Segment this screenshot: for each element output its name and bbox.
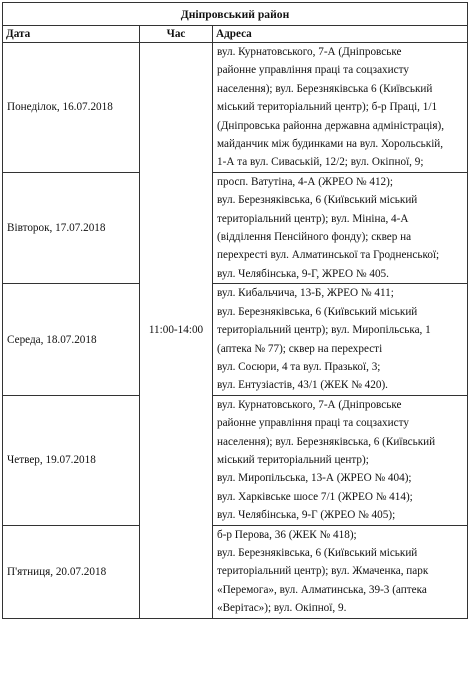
- district-title: Дніпровський район: [3, 3, 468, 26]
- address-line: (відділення Пенсійного фонду); сквер на: [217, 231, 412, 244]
- time-cell: 11:00-14:00: [140, 43, 213, 619]
- address-line: майданчик між будинками на вул. Хорольській,: [217, 138, 444, 151]
- address-line: перехресті вул. Алматинської та Гродненської;: [217, 249, 440, 262]
- table-row: [3, 172, 468, 283]
- row-address: [213, 525, 468, 618]
- row-address: [213, 172, 468, 283]
- address-line: вул. Челябінська, 9-Г (ЖРЕО № 405);: [217, 509, 396, 522]
- row-date: П'ятниця, 20.07.2018: [3, 525, 140, 618]
- table-title-row: [3, 3, 468, 26]
- address-line: районне управління праці та соцзахисту: [217, 417, 409, 430]
- address-line: вул. Харківське шосе 7/1 (ЖРЕО № 414);: [217, 490, 413, 503]
- address-line: вул. Курнатовського, 7-А (Дніпровське: [217, 46, 402, 58]
- row-date: Середа, 18.07.2018: [3, 284, 140, 395]
- address-line: міський територіальний центр); б-р Праці, 1/1: [217, 101, 438, 114]
- address-line: б-р Перова, 36 (ЖЕК № 418);: [217, 528, 357, 541]
- address-line: вул. Кибальчича, 13-Б, ЖРЕО № 411;: [217, 287, 394, 300]
- address-line: районне управління праці та соцзахисту: [217, 64, 409, 77]
- address-line: територіальний центр); вул. Жмаченка, парк: [217, 565, 429, 578]
- address-line: вул. Курнатовського, 7-А (Дніпровське: [217, 398, 402, 411]
- table-row: [3, 284, 468, 395]
- address-line: просп. Ватутіна, 4-А (ЖРЕО № 412);: [217, 175, 393, 188]
- schedule-table: [2, 2, 468, 619]
- address-line: територіальний центр); вул. Миропільська, 1: [217, 324, 431, 337]
- column-header-time: Час: [140, 26, 213, 43]
- address-line: (аптека № 77); сквер на перехресті: [217, 342, 383, 355]
- address-line: вул. Сосюри, 4 та вул. Празької, 3;: [217, 360, 381, 373]
- table-row: [3, 395, 468, 525]
- address-line: 1-А та вул. Сиваській, 12/2; вул. Окіпної, 9;: [217, 156, 424, 169]
- address-line: населення); вул. Березняківська 6 (Київський: [217, 82, 433, 95]
- address-line: населення); вул. Березняківська, 6 (Київський: [217, 435, 436, 448]
- address-line: (Дніпровська районна державна адміністрація),: [217, 119, 445, 132]
- address-line: «Перемога», вул. Алматинська, 39-3 (аптека: [217, 583, 427, 596]
- row-date: Четвер, 19.07.2018: [3, 395, 140, 525]
- address-line: вул. Березняківська, 6 (Київський міський: [217, 546, 418, 559]
- address-line: територіальний центр); вул. Мініна, 4-А: [217, 212, 409, 225]
- schedule-document: [2, 2, 467, 619]
- address-line: вул. Челябінська, 9-Г, ЖРЕО № 405.: [217, 267, 389, 280]
- address-line: вул. Ентузіастів, 43/1 (ЖЕК № 420).: [217, 379, 388, 392]
- row-address: [213, 43, 468, 173]
- row-address: [213, 395, 468, 525]
- address-line: вул. Березняківська, 6 (Київський міський: [217, 305, 418, 318]
- address-line: «Верітас»); вул. Окіпної, 9.: [217, 602, 347, 615]
- table-row: [3, 43, 468, 173]
- address-line: вул. Березняківська, 6 (Київський міський: [217, 194, 418, 207]
- column-header-date: Дата: [3, 26, 140, 43]
- column-header-address: Адреса: [213, 26, 468, 43]
- address-line: міський територіальний центр);: [217, 453, 369, 466]
- row-date: Вівторок, 17.07.2018: [3, 172, 140, 283]
- address-line: вул. Миропільська, 13-А (ЖРЕО № 404);: [217, 472, 412, 485]
- table-row: [3, 525, 468, 618]
- row-date: Понеділок, 16.07.2018: [3, 43, 140, 173]
- table-header-row: [3, 26, 468, 43]
- row-address: [213, 284, 468, 395]
